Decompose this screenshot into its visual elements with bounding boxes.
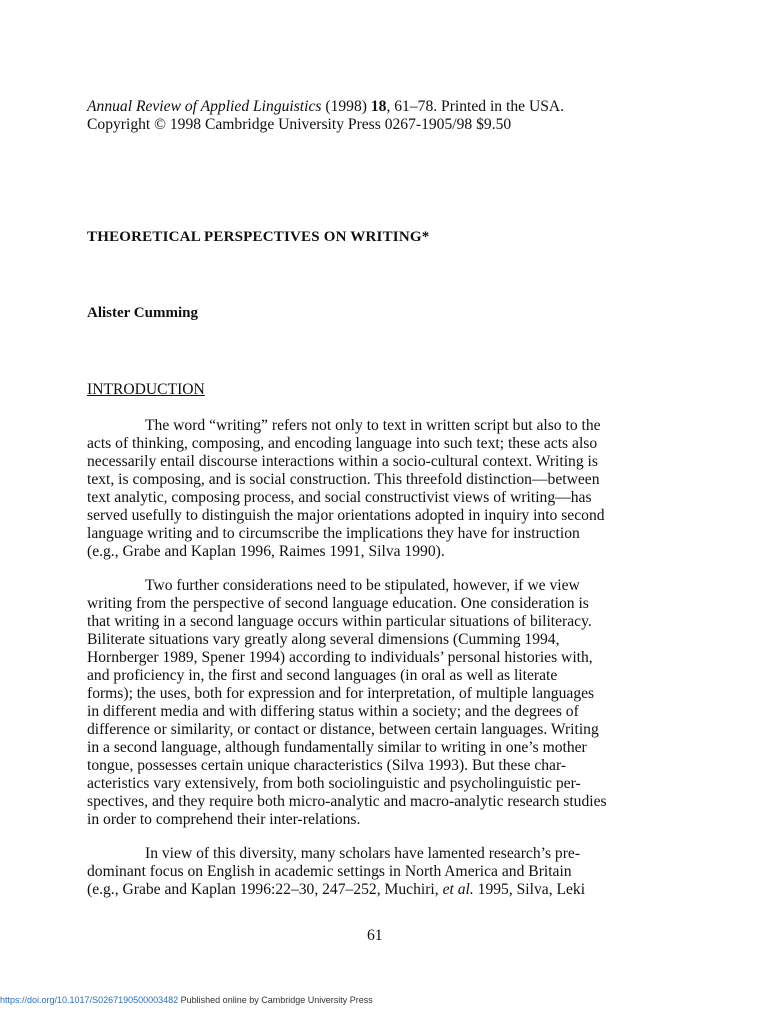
text-line: forms); the uses, both for expression and for interpretation, of multiple languages	[87, 685, 595, 702]
article-title: THEORETICAL PERSPECTIVES ON WRITING*	[87, 229, 430, 245]
text-line: The word “writing” refers not only to text in written script but also to the	[145, 417, 601, 434]
text-line: Biliterate situations vary greatly along several dimensions (Cumming 1994,	[87, 631, 560, 648]
text-line: that writing in a second language occurs within particular situations of biliteracy.	[87, 613, 592, 630]
paragraph-3	[87, 845, 667, 899]
text-line: dominant focus on English in academic settings in North America and Britain	[87, 863, 572, 880]
journal-citation	[87, 98, 564, 134]
text-line: text analytic, composing process, and social constructivist views of writing—has	[87, 489, 592, 506]
paragraph-2	[87, 577, 667, 829]
text-line: and proficiency in, the first and second languages (in oral as well as literate	[87, 667, 558, 684]
text-line: acteristics vary extensively, from both sociolinguistic and psycholinguistic per-	[87, 775, 581, 792]
text-line: (e.g., Grabe and Kaplan 1996, Raimes 1991, Silva 1990).	[87, 543, 445, 560]
footer	[0, 995, 373, 1005]
journal-pages: , 61–78. Printed in the USA.	[386, 98, 565, 115]
published-note: Published online by Cambridge University Press	[178, 995, 373, 1005]
text-line: Two further considerations need to be stipulated, however, if we view	[145, 577, 580, 594]
text-line: difference or similarity, or contact or distance, between certain languages. Writing	[87, 721, 599, 738]
journal-citation-line	[87, 98, 564, 116]
text-line: served usefully to distinguish the major orientations adopted in inquiry into second	[87, 507, 605, 524]
text-line: tongue, possesses certain unique characteristics (Silva 1993). But these char-	[87, 757, 567, 774]
doi-link[interactable]: https://doi.org/10.1017/S0267190500003482	[0, 995, 179, 1005]
text-line: in a second language, although fundamentally similar to writing in one’s mother	[87, 739, 587, 756]
journal-year: (1998)	[325, 98, 367, 115]
text-line: language writing and to circumscribe the implications they have for instruction	[87, 525, 580, 542]
journal-name: Annual Review of Applied Linguistics	[87, 98, 322, 115]
paragraph-1	[87, 417, 667, 561]
text-line: writing from the perspective of second language education. One consideration is	[87, 595, 589, 612]
author-name: Alister Cumming	[87, 305, 198, 321]
text-line: text, is composing, and is social construction. This threefold distinction—between	[87, 471, 600, 488]
text-line: in different media and with differing status within a society; and the degrees of	[87, 703, 579, 720]
text-line: (e.g., Grabe and Kaplan 1996:22–30, 247–252, Muchiri, et al. 1995, Silva, Leki	[87, 881, 586, 898]
text-line: spectives, and they require both micro-analytic and macro-analytic research studies	[87, 793, 607, 810]
text-line: acts of thinking, composing, and encoding language into such text; these acts also	[87, 435, 598, 452]
section-heading-introduction: INTRODUCTION	[87, 381, 205, 398]
page-number: 61	[367, 927, 383, 944]
text-line: in order to comprehend their inter-relations.	[87, 811, 361, 828]
text-line: necessarily entail discourse interactions within a socio-cultural context. Writing is	[87, 453, 598, 470]
copyright-line: Copyright © 1998 Cambridge University Press 0267-1905/98 $9.50	[87, 116, 512, 133]
text-line: Hornberger 1989, Spener 1994) according to individuals’ personal histories with,	[87, 649, 593, 666]
text-line: In view of this diversity, many scholars have lamented research’s pre-	[145, 845, 581, 862]
journal-volume: 18	[370, 98, 387, 115]
